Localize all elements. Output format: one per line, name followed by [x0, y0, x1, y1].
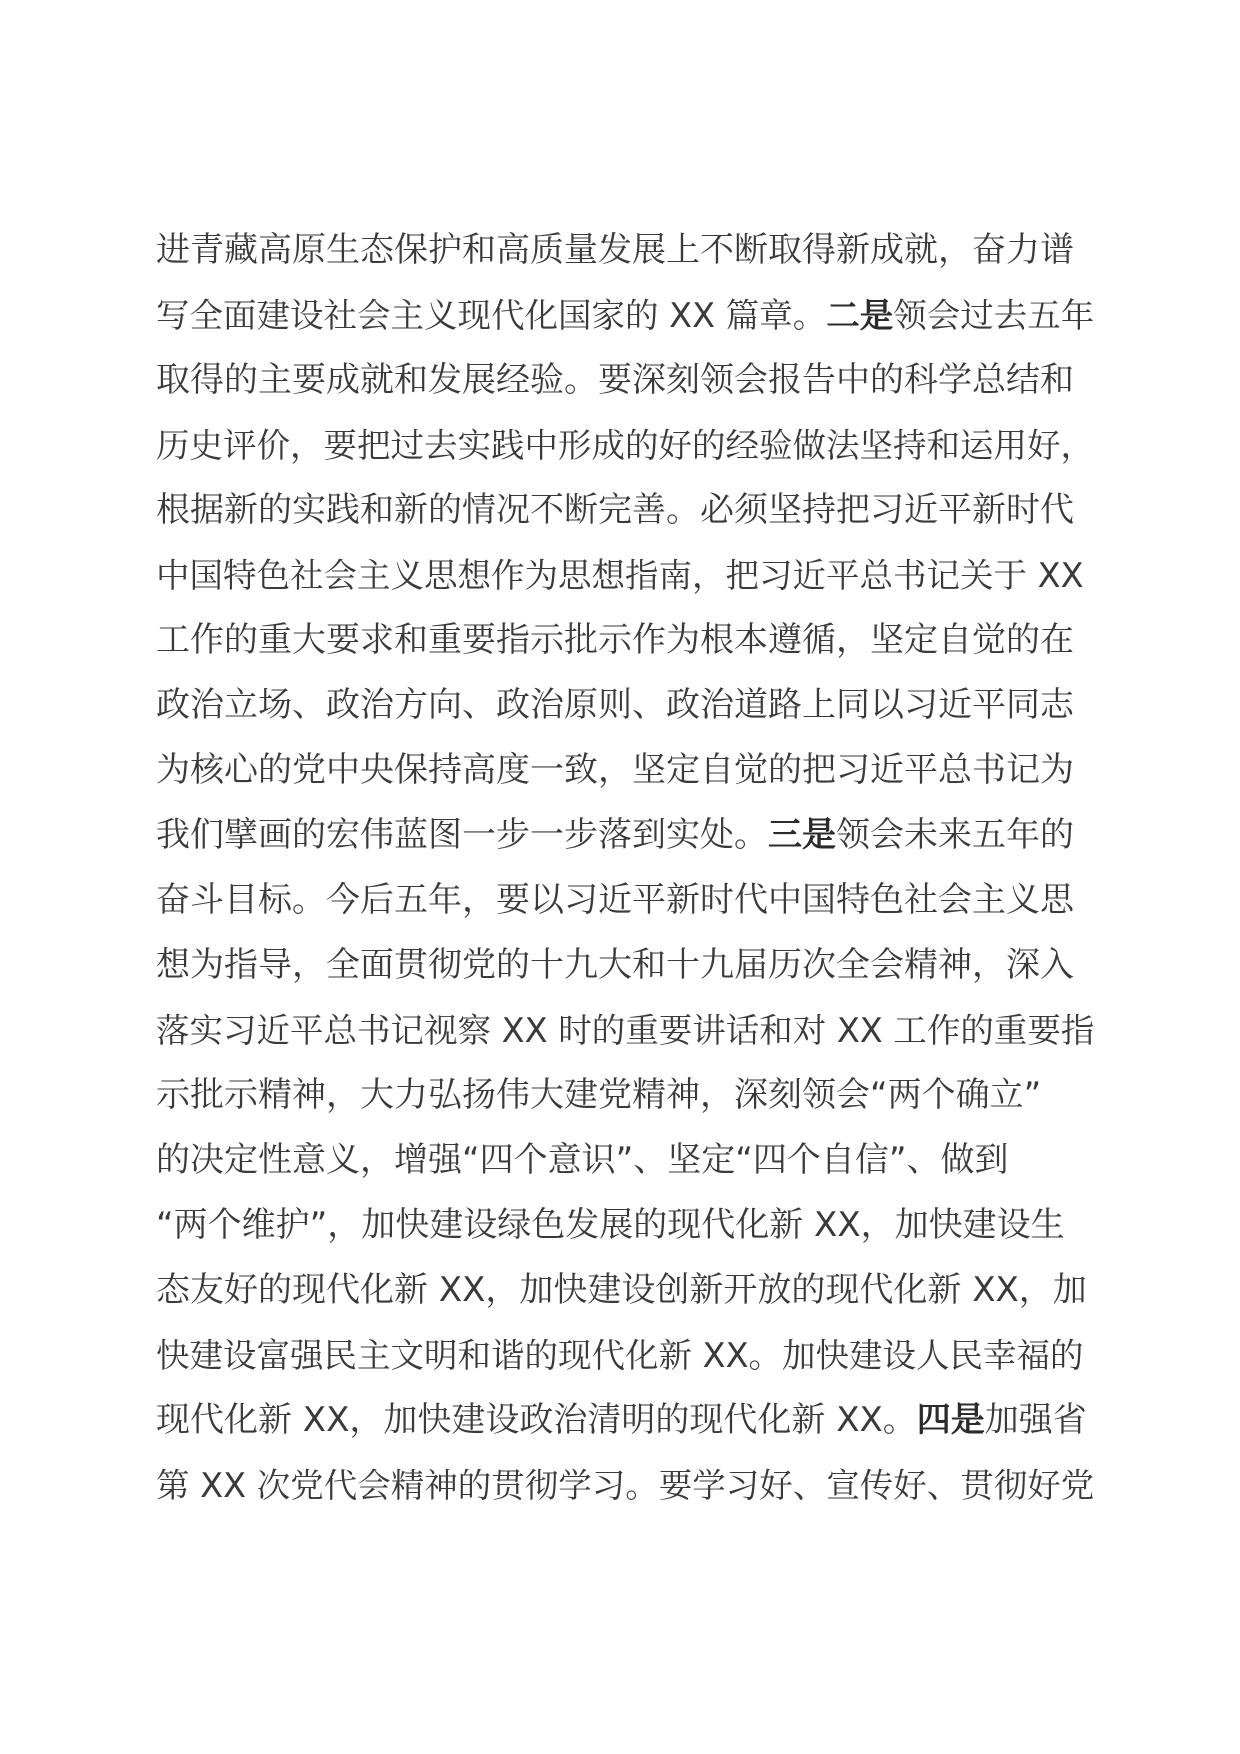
text-segment: 取得的主要成就和发展经验。要深刻领会报告中的科学总结和: [156, 360, 1074, 400]
text-line: [156, 998, 1096, 1063]
text-segment: 落实习近平总书记视察 XX 时的重要讲话和对 XX 工作的重要指: [156, 1011, 1095, 1050]
text-segment: 快建设富强民主文明和谐的现代化新 XX。加快建设人民幸福的: [156, 1336, 1084, 1375]
text-segment: 加强省: [984, 1400, 1087, 1440]
text-line: [156, 803, 1096, 868]
text-segment: 历史评价，要把过去实践中形成的好的经验做法坚持和运用好，: [156, 426, 1094, 465]
text-line: [156, 933, 1096, 998]
text-segment: 奋斗目标。今后五年，要以习近平新时代中国特色社会主义思: [156, 880, 1074, 920]
bold-lead-phrase: 四是: [916, 1400, 985, 1440]
text-line: [156, 1258, 1096, 1323]
text-line: [156, 673, 1096, 738]
text-segment: 第 XX 次党代会精神的贯彻学习。要学习好、宣传好、贯彻好党: [156, 1466, 1095, 1505]
text-line: [156, 218, 1096, 283]
text-segment: 示批示精神，大力弘扬伟大建党精神，深刻领会“两个确立”: [156, 1075, 1042, 1115]
text-line: [156, 1193, 1096, 1258]
text-line: [156, 1063, 1096, 1128]
text-line: [156, 738, 1096, 803]
text-segment: 根据新的实践和新的情况不断完善。必须坚持把习近平新时代: [156, 490, 1074, 530]
text-segment: 态友好的现代化新 XX，加快建设创新开放的现代化新 XX，加: [156, 1270, 1087, 1310]
bold-lead-phrase: 三是: [768, 815, 836, 855]
text-segment: 中国特色社会主义思想作为思想指南，把习近平总书记关于 XX: [156, 556, 1084, 595]
text-line: [156, 608, 1096, 673]
text-line: [156, 348, 1096, 413]
text-segment: 领会过去五年: [893, 296, 1095, 335]
bold-lead-phrase: 二是: [826, 296, 894, 335]
text-line: [156, 283, 1096, 348]
text-line: [156, 868, 1096, 933]
text-line: [156, 413, 1096, 478]
text-line: [156, 1323, 1096, 1388]
text-line: [156, 1388, 1096, 1453]
text-segment: 的决定性意义，增强“四个意识”、坚定“四个自信”、做到: [156, 1140, 1009, 1180]
text-line: [156, 1128, 1096, 1193]
text-segment: 工作的重大要求和重要指示批示作为根本遵循，坚定自觉的在: [156, 620, 1074, 660]
text-segment: 为核心的党中央保持高度一致，坚定自觉的把习近平总书记为: [156, 750, 1074, 790]
text-line: [156, 543, 1096, 608]
text-segment: 现代化新 XX，加快建设政治清明的现代化新 XX。: [156, 1400, 917, 1440]
text-line: [156, 1453, 1096, 1518]
text-segment: 我们擘画的宏伟蓝图一步一步落到实处。: [156, 815, 768, 855]
text-line: [156, 478, 1096, 543]
text-segment: 政治立场、政治方向、政治原则、政治道路上同以习近平同志: [156, 685, 1074, 725]
text-segment: 想为指导，全面贯彻党的十九大和十九届历次全会精神，深入: [156, 945, 1074, 985]
text-segment: 进青藏高原生态保护和高质量发展上不断取得新成就，奋力谱: [156, 230, 1074, 270]
body-text: [156, 218, 1096, 1518]
text-segment: 领会未来五年的: [836, 815, 1074, 855]
text-segment: “两个维护”，加快建设绿色发展的现代化新 XX，加快建设生: [156, 1205, 1065, 1245]
text-segment: 写全面建设社会主义现代化国家的 XX 篇章。: [156, 296, 827, 335]
